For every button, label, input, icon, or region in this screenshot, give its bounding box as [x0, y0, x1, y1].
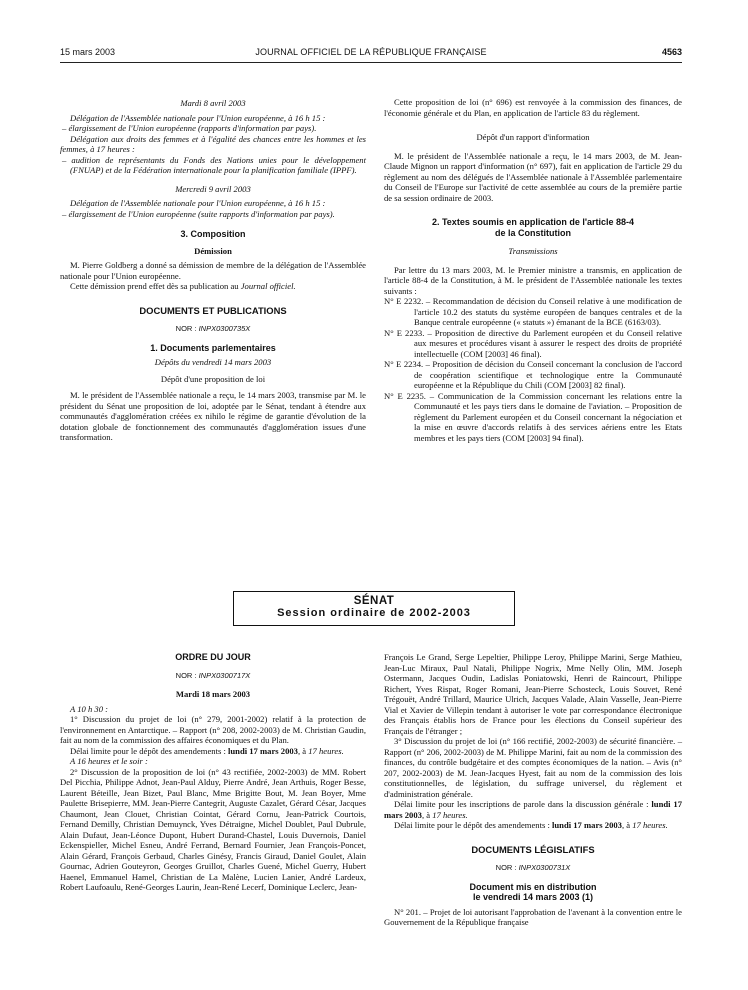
paragraph — [60, 746, 366, 757]
subsection-heading: Démission — [194, 245, 232, 256]
page-header — [60, 47, 682, 61]
text-run: , à — [297, 745, 309, 756]
paragraph — [384, 799, 682, 820]
text-run-bold: lundi 17 mars 2003 — [552, 820, 622, 830]
paragraph: François Le Grand, Serge Lepeltier, Philippe Leroy, Philippe Marini, Serge Mathieu, Jean-Luc Miraux, Paul Natali, Philippe Nogrix, Mme Nelly Olin, MM. Joseph Ostermann, Jacques Oudin, Ladislas Poniatowski, Henri de Raincourt, Philippe Richert, Yves Rispat, Roger Romani, Jean-Pierre Schosteck, Louis Souvet, René Trégouët, André Trillard, Maurice Ulrich, Jacques Valade, Alain Vasselle, Jean-Pierre Vial et Xavier de Villepin tendant à autoriser le vote par correspondance électronique des Français établis hors de France pour les élections du Conseil supérieur des Français de l'étranger ; — [384, 652, 682, 736]
senat-session: Session ordinaire de 2002-2003 — [277, 607, 471, 619]
list-item: N° E 2233. – Proposition de directive du Parlement européen et du Conseil relative aux mesures et procédures visant à assurer le respect des droits de propriété intellectuelle (COM [2003] 46 final). — [384, 327, 682, 359]
header-rule — [60, 62, 682, 63]
header-journal-title: JOURNAL OFFICIEL DE LA RÉPUBLIQUE FRANÇAISE — [255, 47, 487, 57]
nor-reference — [60, 671, 366, 682]
subsection-heading: Transmissions — [508, 246, 558, 256]
column-2 — [384, 97, 682, 443]
paragraph — [60, 281, 366, 292]
list-item: N° E 2232. – Recommandation de décision du Conseil relative à une modification de l'article 10.2 des statuts du système européen de banques centrales et de la Banque centrale européenne (« statuts ») émanant de la BCE (6163/03). — [384, 296, 682, 327]
text-run: Délai limite pour le dépôt des amendements : — [70, 745, 228, 756]
text-run: , à — [421, 809, 433, 820]
paragraph: Délégation de l'Assemblée nationale pour l'Union européenne, à 16 h 15 : — [70, 198, 326, 208]
paragraph: 3° Discussion du projet de loi (n° 166 rectifié, 2002-2003) de sécurité financière. – Rapport (n° 206, 2002-2003) de M. Philippe Marini, fait au nom de la commission des finances, du contrôle budgétaire et des comptes économiques de la nation. – Avis (n° 207, 2002-2003) de M. Jean-Jacques Hyest, fait au nom de la commission des lois constitutionnelles, de législation, du suffrage universel, du règlement et d'administration générale. — [384, 736, 682, 799]
senat-title: SÉNAT — [353, 595, 395, 607]
column-3 — [60, 652, 366, 893]
paragraph: N° 201. – Projet de loi autorisant l'approbation de l'avenant à la convention entre le Gouvernement de la République française — [384, 906, 682, 927]
text-run: Délai limite pour le dépôt des amendements : — [394, 820, 552, 830]
nor-label: NOR : — [495, 863, 519, 872]
section-heading: le vendredi 14 mars 2003 (1) — [472, 892, 594, 902]
paragraph: – élargissement de l'Union européenne (suite rapports d'information par pays). — [62, 208, 335, 219]
nor-label: NOR : — [175, 324, 199, 333]
paragraph — [384, 820, 682, 831]
text-run-italic: 17 heures. — [308, 745, 344, 756]
senat-banner — [233, 591, 515, 626]
header-page-number: 4563 — [661, 47, 682, 57]
date-heading: Mardi 8 avril 2003 — [180, 98, 246, 108]
paragraph: M. Pierre Goldberg a donné sa démission de membre de la délégation de l'Assemblée nationale pour l'Union européenne. — [60, 260, 366, 281]
text-run-italic: 17 heures. — [432, 809, 468, 820]
subsection-heading: Dépôt d'une proposition de loi — [160, 373, 266, 384]
text-run-bold: lundi 17 mars 2003 — [228, 745, 298, 756]
subsection-heading: Dépôt d'un rapport d'information — [476, 132, 590, 142]
section-heading: DOCUMENTS LÉGISLATIFS — [471, 843, 595, 855]
nor-value: INPX0300735X — [198, 324, 251, 333]
date-heading: Mercredi 9 avril 2003 — [175, 183, 251, 194]
paragraph: Délégation de l'Assemblée nationale pour l'Union européenne, à 16 h 15 : — [70, 112, 326, 123]
column-1 — [60, 98, 366, 443]
paragraph: 1° Discussion du projet de loi (n° 279, 2001-2002) relatif à la protection de l'environnement en Antarctique. – Rapport (n° 208, 2002-2003) de M. Christian Gaudin, fait au nom de la commission des affaires économiques et du Plan. — [60, 714, 366, 745]
section-heading: Document mis en distribution — [469, 881, 597, 892]
nor-label: NOR : — [175, 670, 199, 680]
paragraph: Délégation aux droits des femmes et à l'égalité des chances entre les hommes et les femmes, à 17 heures : — [60, 133, 366, 154]
section-heading: 1. Documents parlementaires — [150, 342, 276, 353]
text-run-italic: Journal officiel. — [240, 281, 296, 291]
section-heading: DOCUMENTS ET PUBLICATIONS — [139, 304, 287, 316]
header-date: 15 mars 2003 — [60, 47, 116, 57]
list-item: N° E 2235. – Communication de la Commission concernant les relations entre la Communauté et les pays tiers dans le domaine de l'aviation. – Proposition de règlement du Parlement européen et du Conseil concernant la négociation et la mise en œuvre d'accords relatifs à des services aériens entre les Etats membres et les pays tiers (COM [2003] 94 final). — [384, 390, 682, 443]
paragraph: A 10 h 30 : — [70, 703, 109, 714]
text-run: Cette démission prend effet dès sa publication au — [70, 281, 241, 291]
column-4 — [384, 652, 682, 928]
subsection-heading: Dépôts du vendredi 14 mars 2003 — [154, 357, 272, 367]
section-heading: 3. Composition — [180, 229, 246, 239]
section-heading: ORDRE DU JOUR — [175, 652, 251, 662]
list-item: N° E 2234. – Proposition de décision du Conseil concernant la conclusion de l'accord de coopération scientifique et technologique entre la Communauté européenne et la République du Chili (COM [2003] 82 final). — [384, 359, 682, 390]
text-run-italic: 17 heures. — [632, 820, 668, 830]
date-heading: Mardi 18 mars 2003 — [175, 689, 251, 699]
paragraph: 2° Discussion de la proposition de loi (n° 43 rectifiée, 2002-2003) de MM. Robert Del Picchia, Philippe Adnot, Jean-Paul Alduy, Pierre André, Jean Arthuis, Roger Besse, Laurent Béteille, Jean Bizet, Paul Blanc, Mme Brigitte Bout, M. Jean Boyer, Mme Paulette Brisepierre, MM. Jean-Pierre Cantegrit, Auguste Cazalet, Gérard César, Jacques Chaumont, Jean Clouet, Christian Cointat, Gérard Cornu, Jean-Patrick Courtois, Fernand Demilly, Christian Demuynck, Yves Détraigne, Michel Doublet, Paul Dubrule, Alain Dufaut, Jean-Léonce Dupont, Hubert Durand-Chastel, Louis Duvernois, Daniel Eckenspieller, Michel Esneu, André Ferrand, Bernard Fournier, Jean François-Poncet, Alain Gérard, François Gerbaud, Charles Ginésy, Francis Giraud, Daniel Goulet, Alain Gournac, Adrien Gouteyron, Georges Gruillot, Charles Guené, Michel Guerry, Hubert Haenel, Emmanuel Hamel, Christian de La Malène, Lucien Lanier, André Lardeux, Robert Laufoaulu, René-Georges Laurin, Jean-René Lecerf, Dominique Leclerc, Jean- — [60, 766, 366, 892]
paragraph: Cette proposition de loi (n° 696) est renvoyée à la commission des finances, de l'économie générale et du Plan, en application de l'article 83 du règlement. — [384, 97, 682, 118]
paragraph: M. le président de l'Assemblée nationale a reçu, le 14 mars 2003, de M. Jean-Claude Mignon un rapport d'information (n° 697), fait en application de l'article 29 du règlement au nom des délégués de l'Assemblée nationale à l'Assemblée parlementaire du Conseil de l'Europe sur l'activité de cette assemblée au cours de la première partie de sa session ordinaire de 2003. — [384, 150, 682, 203]
paragraph: – élargissement de l'Union européenne (rapports d'information par pays). — [62, 123, 317, 133]
paragraph: – audition de représentants du Fonds des Nations unies pour le développement (FNUAP) et de la Fédération internationale pour la planification familiale (IPPF). — [62, 154, 366, 175]
paragraph: A 16 heures et le soir : — [70, 756, 148, 766]
nor-value: INPX0300717X — [198, 670, 251, 680]
nor-reference — [384, 863, 682, 874]
text-run: , à — [621, 820, 633, 830]
nor-reference — [60, 324, 366, 335]
nor-value: INPX0300731X — [518, 863, 571, 872]
text-run: Délai limite pour les inscriptions de parole dans la discussion générale : — [394, 799, 652, 809]
section-heading: 2. Textes soumis en application de l'article 88-4 — [431, 217, 635, 227]
paragraph: Par lettre du 13 mars 2003, M. le Premier ministre a transmis, en application de l'article 88-4 de la Constitution, à M. le président de l'Assemblée nationale les textes suivants : — [384, 264, 682, 296]
section-heading: de la Constitution — [495, 227, 571, 238]
text-run-bold: lundi 17 mars 2003 — [384, 799, 682, 820]
paragraph: M. le président de l'Assemblée nationale a reçu, le 14 mars 2003, transmise par M. le président du Sénat une proposition de loi, adoptée par le Sénat, tendant à étendre aux communautés d'agglomération créées ex nihilo le régime de garantie d'évolution de la dotation globale de fonctionnement des communautés d'agglomération issues d'une transformation. — [60, 390, 366, 442]
